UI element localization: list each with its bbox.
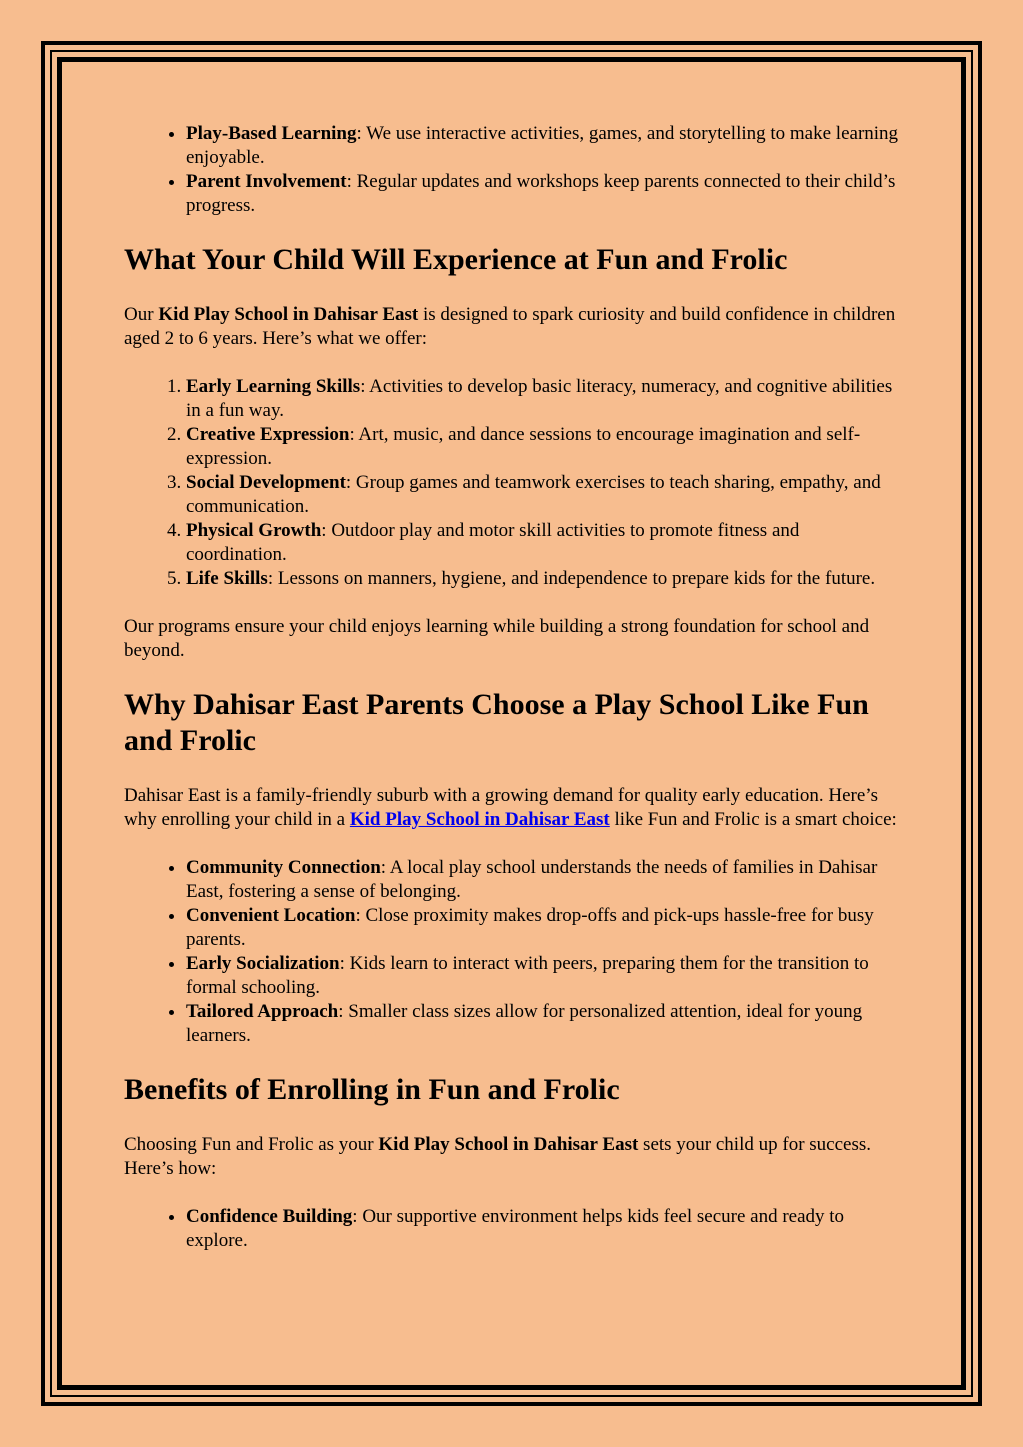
item-desc: : A local play school understands the needs of families in Dahisar East, fostering a sense of belonging. [186,857,878,902]
item-term: Tailored Approach [186,1001,339,1022]
intro-text: is designed to spark curiosity and build confidence in children aged 2 to 6 years. Here’s what we offer: [124,304,896,349]
intro-bullet-list [124,122,904,218]
item-term: Early Socialization [186,953,340,974]
section-heading-benefits: Benefits of Enrolling in Fun and Frolic [124,1073,620,1106]
section-intro [124,1133,904,1181]
experience-numbered-list [124,375,904,591]
section-intro [124,303,904,351]
item-term: Life Skills [186,568,268,589]
item-term: Confidence Building [186,1206,353,1227]
intro-text: like Fun and Frolic is a smart choice: [609,809,897,830]
item-desc: : Outdoor play and motor skill activities to promote fitness and coordination. [186,520,800,565]
list-item [186,375,904,423]
item-desc: : Close proximity makes drop-offs and pick-ups hassle-free for busy parents. [186,905,874,950]
item-term: Community Connection [186,857,381,878]
list-item [186,423,904,471]
item-term: Physical Growth [186,520,322,541]
section-heading-why-choose: Why Dahisar East Parents Choose a Play School Like Fun and Frolic [124,688,869,757]
why-choose-bullet-list [124,856,904,1048]
document-body [124,122,904,1253]
list-item [186,1000,904,1048]
item-desc: : Smaller class sizes allow for personalized attention, ideal for young learners. [186,1001,863,1046]
item-term: Convenient Location [186,905,356,926]
intro-text: sets your child up for success. Here’s how: [124,1134,872,1179]
intro-text: Our [124,304,159,325]
item-term: Creative Expression [186,424,350,445]
list-item [186,471,904,519]
list-item [186,904,904,952]
list-item [186,952,904,1000]
item-term: Social Development [186,472,346,493]
list-item [186,170,904,218]
intro-text: Choosing Fun and Frolic as your [124,1134,379,1155]
item-desc: : Our supportive environment helps kids feel secure and ready to explore. [186,1206,845,1251]
kid-play-school-link[interactable]: Kid Play School in Dahisar East [349,809,610,830]
list-item [186,567,904,591]
item-desc: : Kids learn to interact with peers, preparing them for the transition to formal schooling. [186,953,869,998]
item-desc: : Regular updates and workshops keep parents connected to their child’s progress. [186,171,896,216]
item-term: Play-Based Learning [186,123,357,144]
benefits-bullet-list [124,1205,904,1253]
intro-keyword: Kid Play School in Dahisar East [158,304,419,325]
intro-text: Dahisar East is a family-friendly suburb with a growing demand for quality early education. Here’s why enrolling your child in a [124,785,878,830]
item-term: Parent Involvement [186,171,347,192]
section-heading-experience: What Your Child Will Experience at Fun and Frolic [124,243,788,276]
list-item [186,1205,904,1253]
section-closing: Our programs ensure your child enjoys learning while building a strong foundation for school and beyond. [124,616,870,661]
item-desc: : Group games and teamwork exercises to teach sharing, empathy, and communication. [186,472,881,517]
intro-keyword: Kid Play School in Dahisar East [378,1134,639,1155]
list-item [186,519,904,567]
item-desc: : Activities to develop basic literacy, numeracy, and cognitive abilities in a fun way. [186,376,893,421]
item-desc: : Art, music, and dance sessions to encourage imagination and self-expression. [186,424,861,469]
item-term: Early Learning Skills [186,376,361,397]
section-intro [124,784,904,832]
list-item [186,856,904,904]
list-item [186,122,904,170]
item-desc: : We use interactive activities, games, and storytelling to make learning enjoyable. [186,123,899,168]
item-desc: : Lessons on manners, hygiene, and independence to prepare kids for the future. [267,568,876,589]
